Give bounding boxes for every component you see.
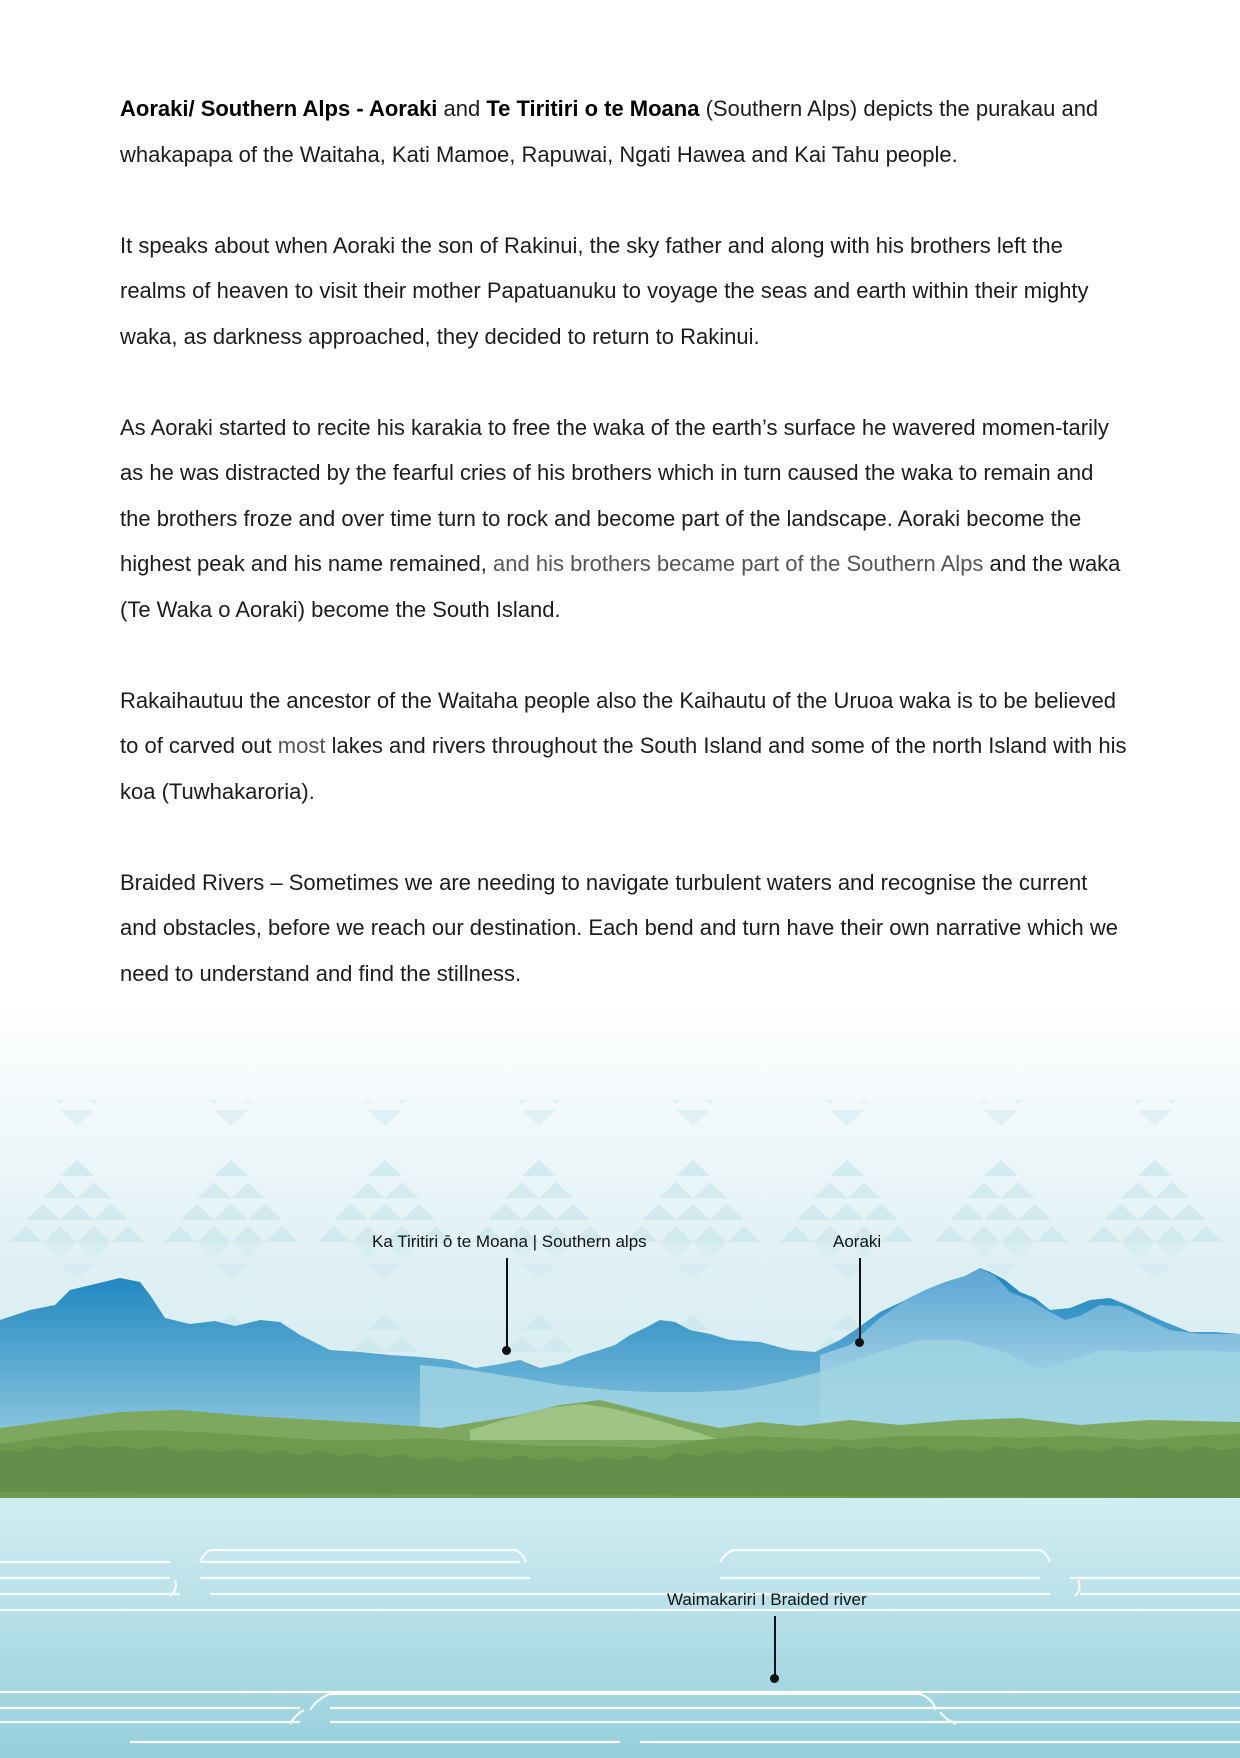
label-southern-alps: Ka Tiritiri ō te Moana | Southern alps [372, 1232, 647, 1251]
body-text [120, 86, 1130, 1042]
pointer-southern-alps [506, 1258, 508, 1350]
text-run: Rakaihautuu the ancestor of the Waitaha people also the Kaihautu of the Uruoa waka is to be believed to of carved out [120, 687, 1116, 758]
paragraph-braided-rivers: Braided Rivers – Sometimes we are needing to navigate turbulent waters and recognise the current and obstacles, before we reach our destination. Each bend and turn have their own narrative which we need to understand and find the stillness. [120, 869, 1118, 986]
text-run: (Southern Alps) depicts the purakau and whakapapa of the Waitaha, Kati Mamoe, Rapuwai, Ngati Hawea and Kai Tahu people. [120, 96, 1099, 167]
marker-braided-river [770, 1674, 779, 1683]
text-run: and [437, 96, 487, 121]
label-aoraki: Aoraki [833, 1232, 882, 1251]
paragraph-intro [120, 86, 1130, 177]
text-run: lakes and rivers throughout the South Island and some of the north Island with his koa (Tuwhakaroria). [120, 733, 1127, 804]
text-run: As Aoraki started to recite his karakia to free the waka of the earth’s surface he wavered momen-tarily as he was distracted by the fearful cries of his brothers which in turn caused the waka to remain and the brothers froze and over time turn to rock and become part of the landscape. Aoraki become the highest peak and his name remained, [120, 414, 1109, 576]
text-run: and the waka (Te Waka o Aoraki) become the South Island. [120, 551, 1121, 622]
paragraph-karakia [120, 405, 1130, 633]
text-run-muted: most [277, 733, 326, 758]
text-run-muted: and his brothers became part of the Southern Alps [493, 551, 984, 576]
pointer-aoraki [859, 1258, 861, 1342]
paragraph-rakaihautuu [120, 678, 1130, 815]
marker-southern-alps [502, 1346, 511, 1355]
bold-title-tiritiri: Te Tiritiri o te Moana [486, 96, 700, 121]
paragraph-rakinui: It speaks about when Aoraki the son of Rakinui, the sky father and along with his brothers left the realms of heaven to visit their mother Papatuanuku to voyage the seas and earth within their mighty waka, as darkness approached, they decided to return to Rakinui. [120, 232, 1089, 349]
label-braided-river: Waimakariri I Braided river [667, 1590, 867, 1609]
bold-title-aoraki: Aoraki/ Southern Alps - Aoraki [120, 96, 438, 121]
pointer-braided-river [774, 1616, 776, 1678]
marker-aoraki [855, 1338, 864, 1347]
landscape-illustration [0, 1000, 1240, 1758]
